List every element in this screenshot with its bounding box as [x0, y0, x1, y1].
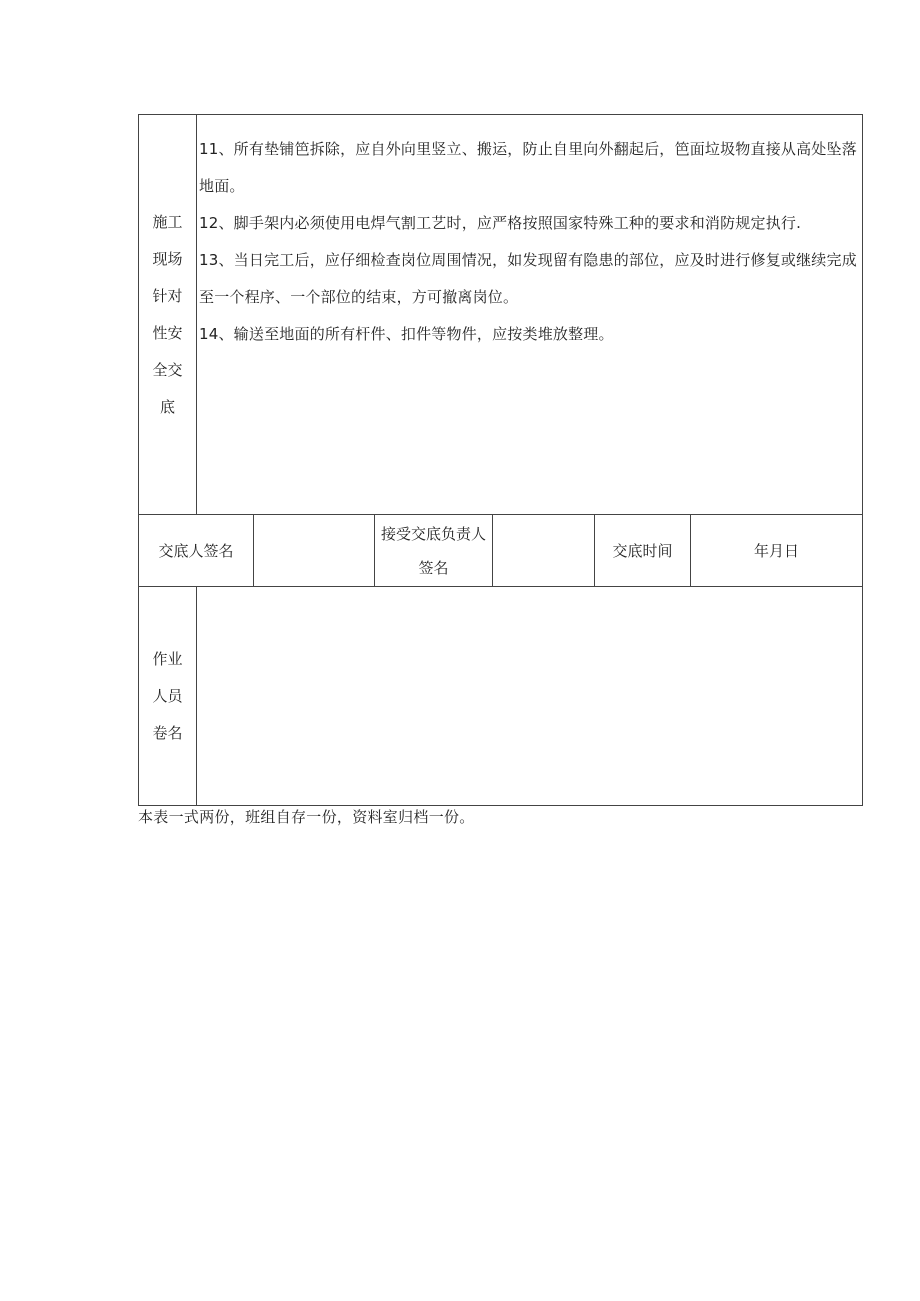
briefer-signature-label: 交底人签名: [139, 515, 254, 587]
briefing-date-field[interactable]: 年月日: [691, 515, 863, 587]
briefing-time-label: 交底时间: [595, 515, 691, 587]
label-line: 现场: [152, 249, 183, 268]
safety-item: 12、脚手架内必须使用电焊气割工艺时，应严格按照国家特殊工种的要求和消防规定执行.: [199, 214, 802, 232]
briefer-signature-field[interactable]: [254, 515, 375, 587]
safety-item: 14、输送至地面的所有杆件、扣件等物件，应按类堆放整理。: [199, 325, 614, 343]
label-line: 施工: [152, 212, 183, 231]
label-line: 作业: [152, 649, 183, 668]
safety-item: 13、当日完工后，应仔细检查岗位周围情况，如发现留有隐患的部位，应及时进行修复或继续完成至一个程序、一个部位的结束，方可撤离岗位。: [199, 251, 857, 306]
label-line: 人员: [152, 686, 183, 705]
label-line: 针对: [152, 286, 183, 305]
receiver-signature-field[interactable]: [493, 515, 595, 587]
safety-briefing-content: [197, 115, 863, 515]
safety-item: 11、所有垫铺笆拆除，应自外向里竖立、搬运，防止自里向外翻起后，笆面垃圾物直接从高处坠落地面。: [199, 140, 857, 195]
workers-signature-area[interactable]: [197, 587, 863, 806]
signature-row: [139, 515, 863, 587]
label-line: 卷名: [152, 723, 183, 742]
receiver-signature-label: 接受交底负责人签名: [375, 515, 493, 587]
workers-signature-label: [139, 587, 197, 806]
safety-briefing-row: [139, 115, 863, 515]
label-line: 全交: [152, 360, 183, 379]
label-line: 性安: [152, 323, 183, 342]
label-line: 底: [159, 397, 175, 416]
form-footnote: 本表一式两份，班组自存一份，资料室归档一份。: [138, 808, 475, 826]
safety-briefing-label: [139, 115, 197, 515]
safety-briefing-table: [138, 114, 863, 806]
workers-row: [139, 587, 863, 806]
